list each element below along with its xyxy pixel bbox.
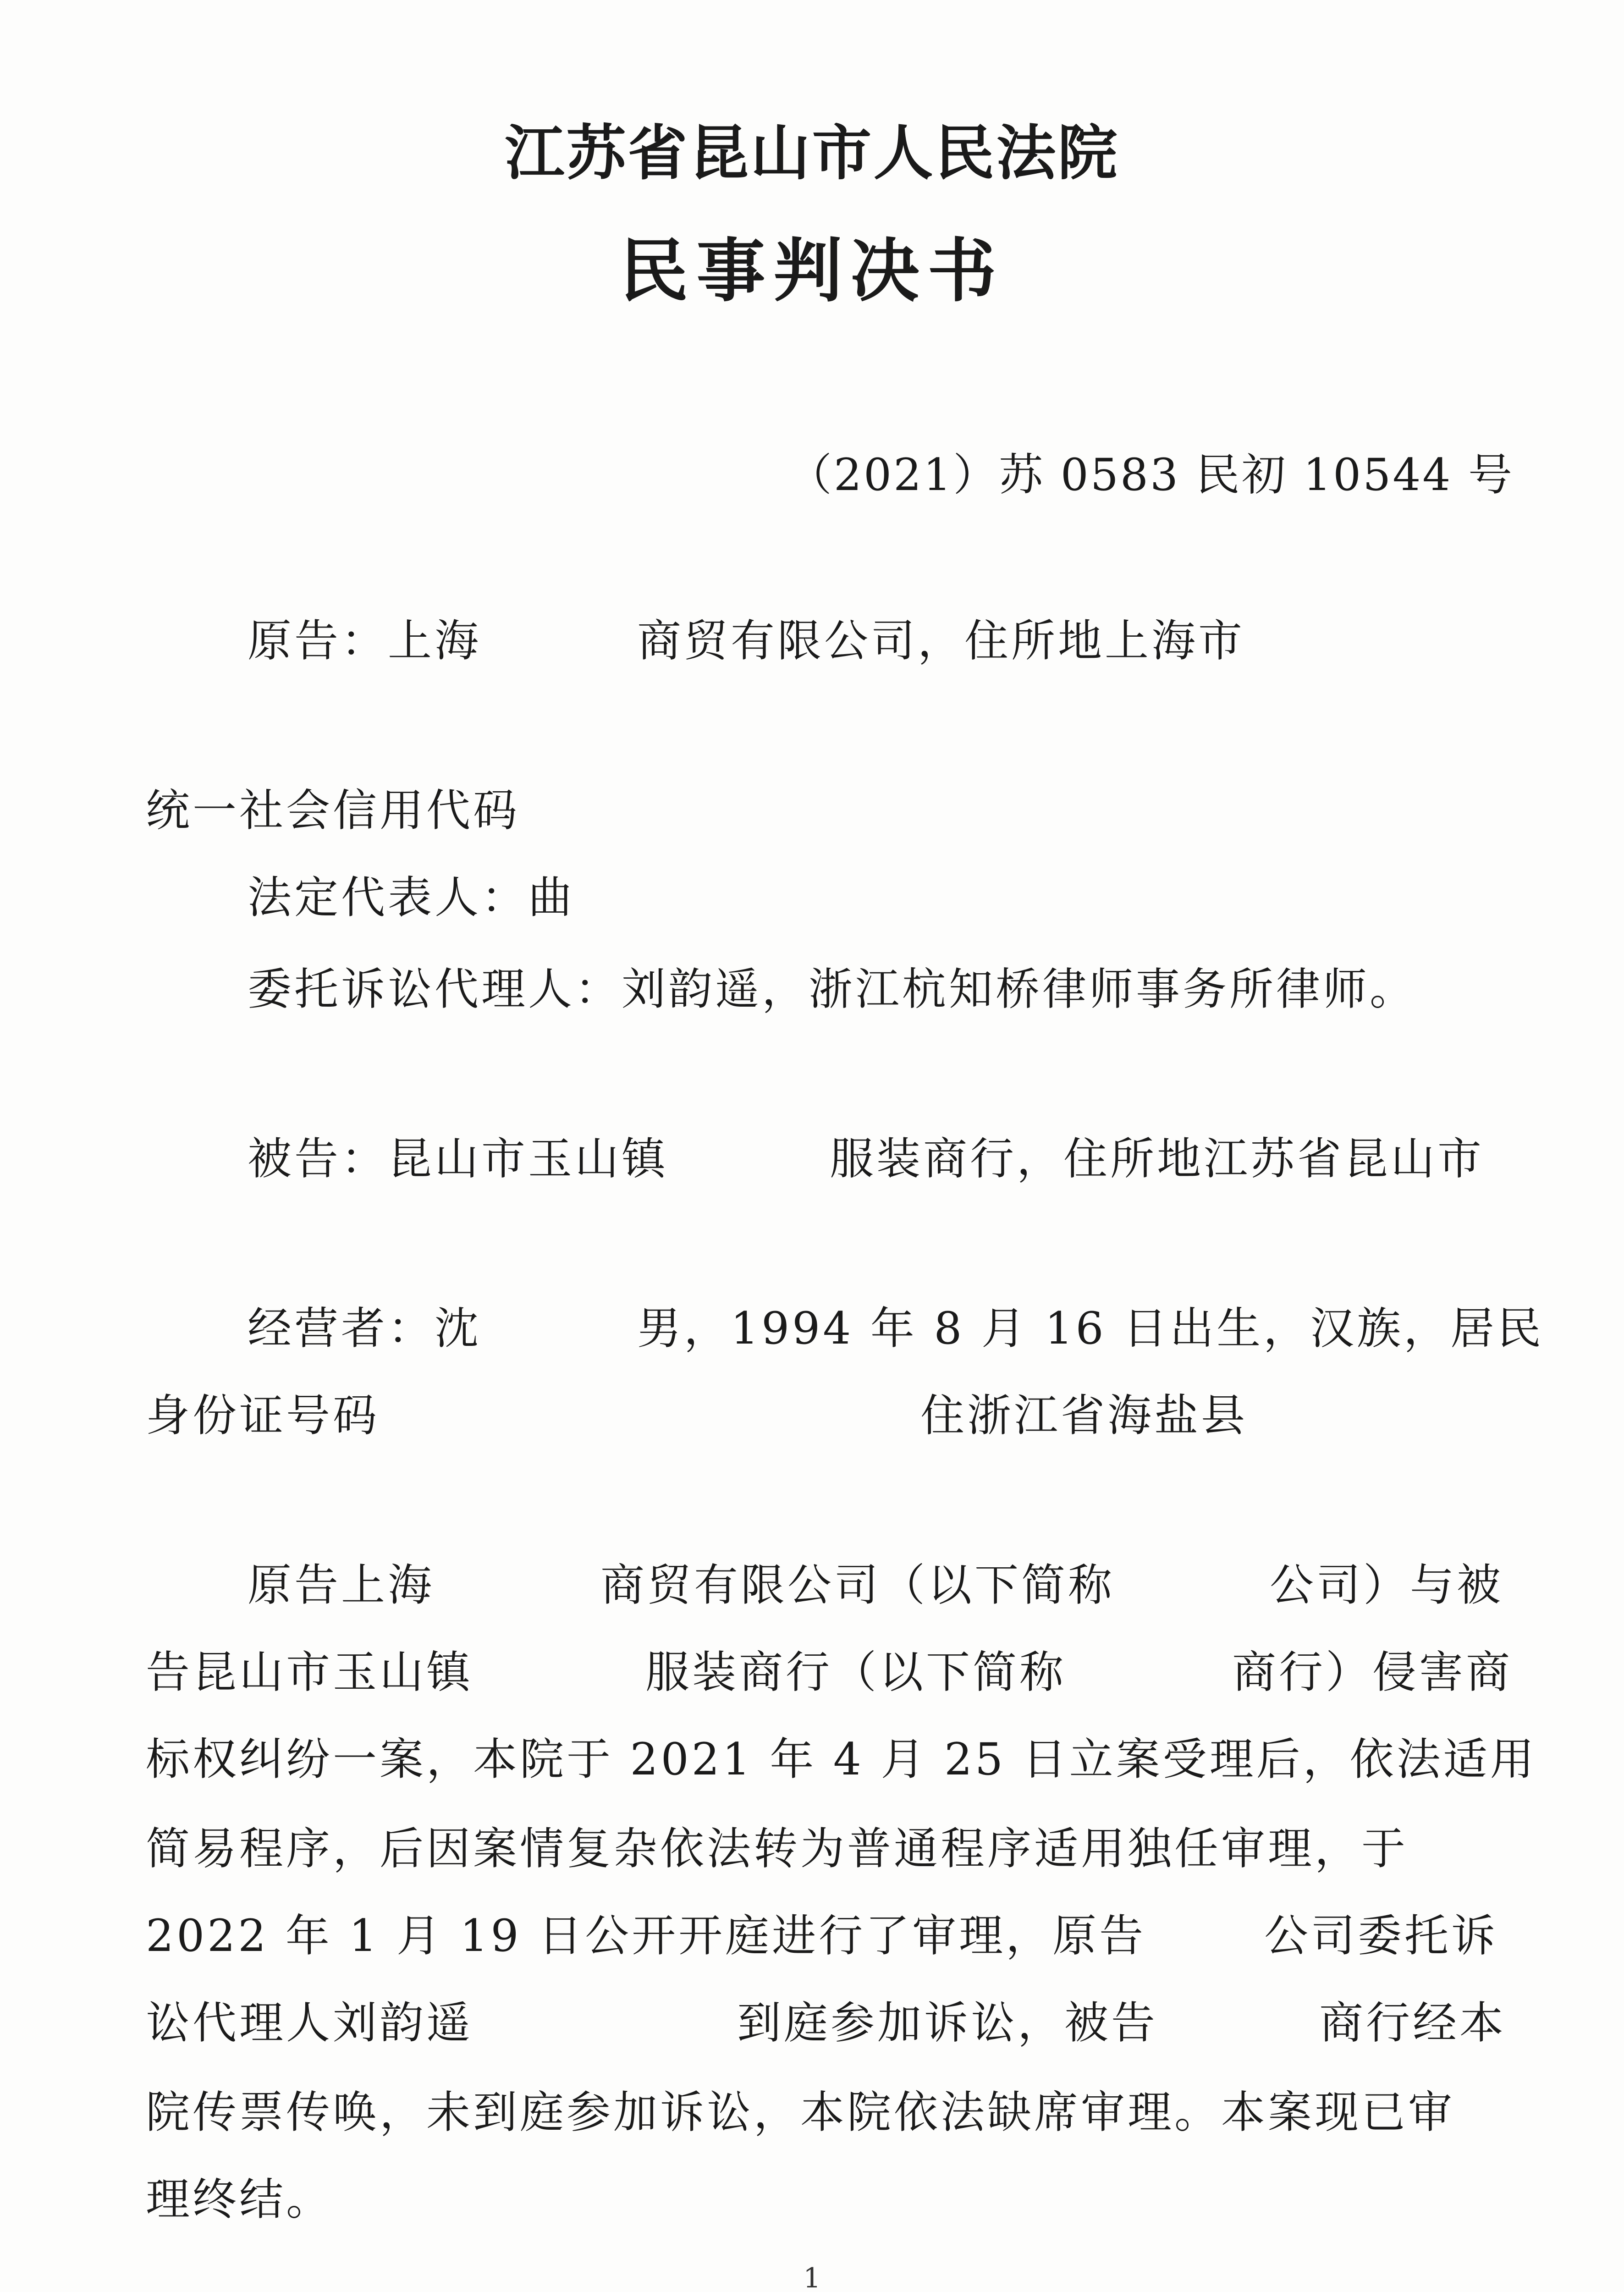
body-text: 讼代理人刘韵遥 — [146, 1997, 473, 2049]
body-text: 告昆山市玉山镇 — [146, 1647, 473, 1698]
body-text: 商行）侵害商 — [1232, 1647, 1513, 1698]
defendant-name-start: 被告：昆山市玉山镇 — [248, 1133, 668, 1185]
legal-representative: 法定代表人：曲 — [248, 872, 575, 923]
body-text: 原告上海 — [248, 1559, 435, 1611]
operator-details: 男，1994 年 8 月 16 日出生，汉族，居民 — [637, 1303, 1544, 1354]
body-line-8: 理终结。 — [146, 2174, 333, 2225]
credit-code-label: 统一社会信用代码 — [146, 785, 520, 836]
body-line-7: 院传票传唤，未到庭参加诉讼，本院依法缺席审理。本案现已审 — [146, 2087, 1455, 2138]
case-number: （2021）苏 0583 民初 10544 号 — [787, 449, 1514, 501]
plaintiff-name-start: 原告：上海 — [248, 615, 481, 667]
operator-residence: 住浙江省海盐县 — [920, 1390, 1248, 1441]
litigation-agent: 委托诉讼代理人：刘韵遥，浙江杭知桥律师事务所律师。 — [248, 964, 1416, 1015]
body-line-4: 简易程序，后因案情复杂依法转为普通程序适用独任审理，于 — [146, 1823, 1408, 1874]
body-line-3: 标权纠纷一案，本院于 2021 年 4 月 25 日立案受理后，依法适用 — [146, 1734, 1537, 1785]
body-text: 2022 年 1 月 19 日公开开庭进行了审理，原告 — [146, 1910, 1146, 1961]
body-text: 公司委托诉 — [1264, 1910, 1498, 1961]
id-number-label: 身份证号码 — [146, 1390, 380, 1441]
plaintiff-name-end: 商贸有限公司，住所地上海市 — [637, 615, 1245, 667]
document-title: 民事判决书 — [619, 231, 1005, 311]
page-number: 1 — [803, 2262, 821, 2292]
body-text: 服装商行（以下简称 — [645, 1647, 1066, 1698]
body-text: 公司）与被 — [1270, 1559, 1503, 1611]
operator-name: 经营者：沈 — [248, 1303, 481, 1354]
body-text: 到庭参加诉讼，被告 — [737, 1997, 1158, 2049]
defendant-name-end: 服装商行，住所地江苏省昆山市 — [830, 1133, 1484, 1185]
body-text: 商行经本 — [1319, 1997, 1506, 2049]
court-name: 江苏省昆山市人民法院 — [505, 118, 1119, 188]
body-text: 商贸有限公司（以下简称 — [600, 1559, 1115, 1611]
